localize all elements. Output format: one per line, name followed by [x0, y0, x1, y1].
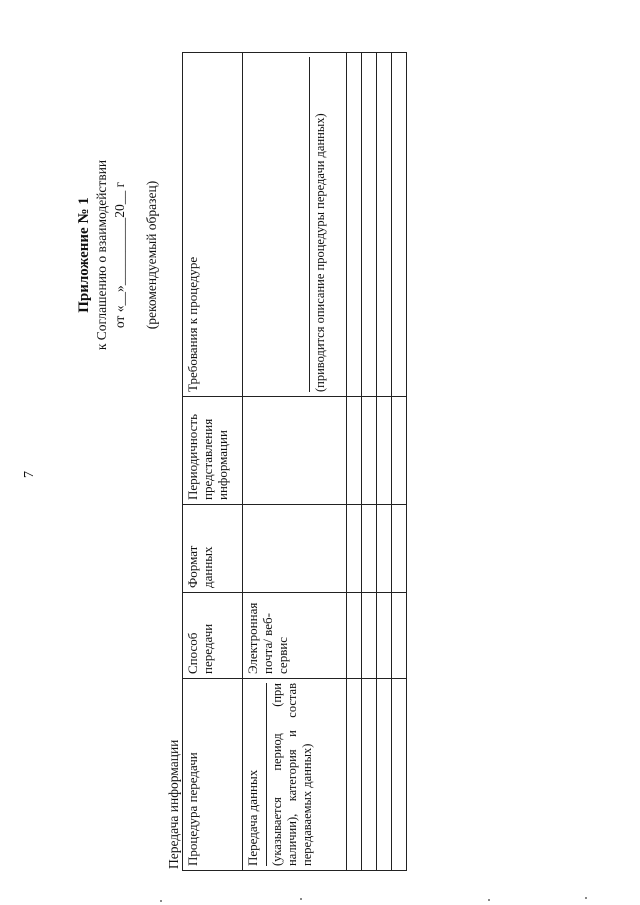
table-row — [362, 53, 377, 871]
table-cell — [377, 679, 392, 871]
requirements-blank — [245, 57, 303, 392]
header-method: Способ передачи — [183, 593, 243, 679]
table-cell — [362, 505, 377, 593]
table-cell — [347, 397, 362, 505]
requirements-note-text: (приводится описание процедуры передачи данных) — [309, 57, 328, 392]
scan-speck — [300, 898, 302, 900]
table-cell — [347, 679, 362, 871]
procedure-note-text: (указывается период (при наличии), категория и состав передаваемых данных) — [266, 683, 315, 866]
cell-method: Электронная почта/ веб-сервис — [243, 593, 347, 679]
table-cell — [347, 53, 362, 397]
table-cell — [392, 679, 407, 871]
scan-speck — [488, 899, 490, 901]
page-number: 7 — [22, 471, 37, 478]
table-cell — [377, 53, 392, 397]
header-format: Формат данных — [183, 505, 243, 593]
table-cell — [362, 679, 377, 871]
table-row — [377, 53, 392, 871]
table-row — [347, 53, 362, 871]
table-cell — [392, 53, 407, 397]
data-transfer-table — [182, 52, 407, 871]
scan-speck — [160, 900, 162, 902]
cell-requirements — [243, 53, 347, 397]
cell-procedure — [243, 679, 347, 871]
table-cell — [392, 593, 407, 679]
header-requirements: Требования к процедуре — [183, 53, 243, 397]
scan-speck — [585, 897, 587, 899]
table-header-row — [183, 53, 243, 871]
table-row — [243, 53, 347, 871]
cell-format — [243, 505, 347, 593]
agreement-date-line: от «__»__________20__ г — [112, 181, 127, 329]
table-caption: Передача информации — [166, 739, 181, 869]
table-cell — [362, 397, 377, 505]
table-row — [392, 53, 407, 871]
table-cell — [347, 505, 362, 593]
agreement-reference: к Соглашению о взаимодействии — [94, 159, 109, 351]
sample-note: (рекомендуемый образец) — [144, 180, 159, 330]
table-cell — [362, 53, 377, 397]
header-procedure: Процедура передачи — [183, 679, 243, 871]
table-cell — [347, 593, 362, 679]
table-cell — [377, 505, 392, 593]
table-cell — [377, 397, 392, 505]
procedure-main-text: Передача данных — [245, 769, 260, 866]
table-cell — [392, 505, 407, 593]
table-cell — [362, 593, 377, 679]
table-cell — [392, 397, 407, 505]
appendix-header — [75, 55, 161, 455]
appendix-title: Приложение № 1 — [76, 197, 92, 313]
table-cell — [377, 593, 392, 679]
cell-periodicity — [243, 397, 347, 505]
header-periodicity: Периодичность представления информации — [183, 397, 243, 505]
